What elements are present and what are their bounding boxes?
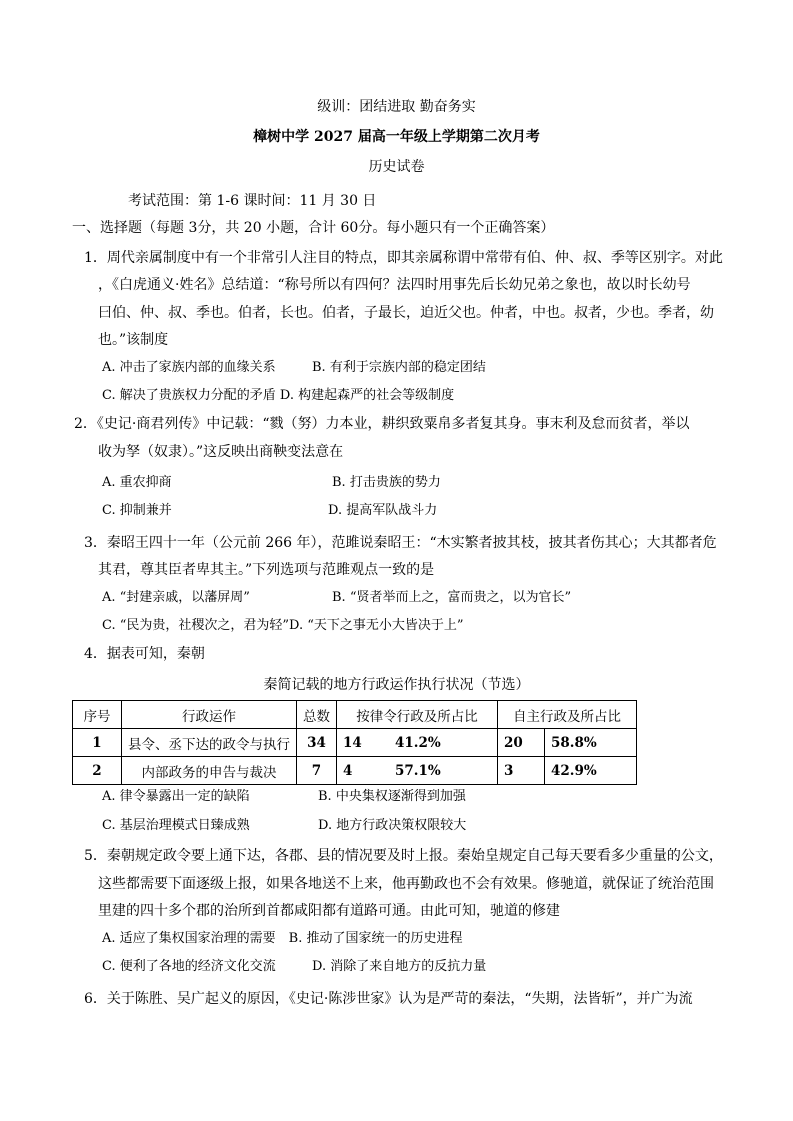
table-header-row [73,701,637,729]
header-cell: 总数 [297,701,337,729]
table-cell: 41.2% [389,729,498,757]
table-cell: 57.1% [389,757,498,785]
table-cell: 42.9% [545,757,637,785]
q1-option-a: A. 冲击了家族内部的血缘关系 [102,360,276,375]
table-cell: 14 [337,729,390,757]
q2-option-c: C. 抑制兼并 [102,503,172,518]
q2-option-d: D. 提高军队战斗力 [328,503,438,518]
q1-option-b: B. 有利于宗族内部的稳定团结 [312,360,486,375]
q3-option-cd: C. “民为贵，社稷次之，君为轻”D. “天下之事无小大皆决于上” [102,618,464,633]
q5-line-3: 里建的四十多个郡的治所到首都咸阳都有道路可通。由此可知，驰道的修建 [98,903,560,919]
header-cell: 按律令行政及所占比 [337,701,498,729]
q5-option-d: D. 消除了来自地方的反抗力量 [312,959,487,974]
q2-option-a: A. 重农抑商 [102,475,172,490]
q3-line-2: 其君，尊其臣者卑其主。”下列选项与范雎观点一致的是 [98,562,435,578]
table-cell: 4 [337,757,390,785]
table-cell: 内部政务的申告与裁决 [122,757,297,785]
q3-option-b: B. “贤者举而上之，富而贵之，以为官长” [332,590,572,605]
table-cell: 县令、丞下达的政令与执行 [122,729,297,757]
table-cell: 3 [498,757,545,785]
table-cell: 7 [297,757,337,785]
q6-line-1: 6．关于陈胜、吴广起义的原因，《史记·陈涉世家》认为是严苛的秦法，“失期，法皆斩”，并广为流 [84,991,693,1007]
q5-option-c: C. 便利了各地的经济文化交流 [102,959,276,974]
q1-line-2: ，《白虎通义·姓名》总结道：“称号所以有四何？法四时用事先后长幼兄弟之象也，故以时长幼号 [98,277,691,293]
q2-option-b: B. 打击贵族的势力 [332,475,441,490]
q5-line-2: 这些都需要下面逐级上报，如果各地送不上来，他再勤政也不会有效果。修驰道，就保证了统治范围 [98,876,714,892]
q2-line-1: 2．《史记·商君列传》中记载：“戮（努）力本业，耕织致粟帛多者复其身。事末利及怠而贫者，举以 [74,416,690,432]
q5-line-1: 5．秦朝规定政令要上通下达，各郡、县的情况要及时上报。秦始皇规定自己每天要看多少重量的公文， [84,848,723,864]
header-cell: 行政运作 [122,701,297,729]
header-cell: 序号 [73,701,122,729]
q5-option-ab: A. 适应了集权国家治理的需要 B. 推动了国家统一的历史进程 [102,931,463,946]
q1-option-cd: C. 解决了贵族权力分配的矛盾 D. 构建起森严的社会等级制度 [102,388,455,403]
q1-line-3: 曰伯、仲、叔、季也。伯者，长也。伯者，子最长，迫近父也。仲者，中也。叔者，少也。季者，幼 [98,305,714,321]
q4-line-1: 4．据表可知，秦朝 [84,646,205,662]
table-row [73,757,637,785]
table-cell: 58.8% [545,729,637,757]
table-cell: 34 [297,729,337,757]
data-table [72,700,637,785]
table-title: 秦简记载的地方行政运作执行状况（节选） [263,677,530,693]
exam-school-title: 樟树中学 2027 届高一年级上学期第二次月考 [253,129,540,145]
table-cell: 20 [498,729,545,757]
table-row [73,729,637,757]
q3-line-1: 3．秦昭王四十一年（公元前 266 年），范雎说秦昭王：“木实繁者披其枝，披其者伤其心；大其都者危 [84,535,717,551]
q4-option-a: A. 律令暴露出一定的缺陷 [102,789,250,804]
exam-scope: 考试范围：第 1-6 课时间：11 月 30 日 [128,193,377,209]
q4-option-b: B. 中央集权逐渐得到加强 [318,789,466,804]
section-heading: 一、选择题（每题 3分，共 20 小题，合计 60分。每小题只有一个正确答案） [72,220,555,236]
class-motto: 级训：团结进取 勤奋务实 [317,99,476,115]
table-cell: 1 [73,729,122,757]
q2-line-2: 收为孥（奴隶）。”这反映出商鞅变法意在 [98,444,344,460]
q1-line-1: 1．周代亲属制度中有一个非常引人注目的特点，即其亲属称谓中常带有伯、仲、叔、季等区别字。对此 [84,250,723,266]
q4-option-c: C. 基层治理模式日臻成熟 [102,818,250,833]
q1-line-4: 也。”该制度 [98,332,169,348]
exam-subject: 历史试卷 [368,159,425,175]
q3-option-a: A. “封建亲戚，以藩屏周” [102,590,250,605]
q4-option-d: D. 地方行政决策权限较大 [318,818,467,833]
table-cell: 2 [73,757,122,785]
header-cell: 自主行政及所占比 [498,701,637,729]
